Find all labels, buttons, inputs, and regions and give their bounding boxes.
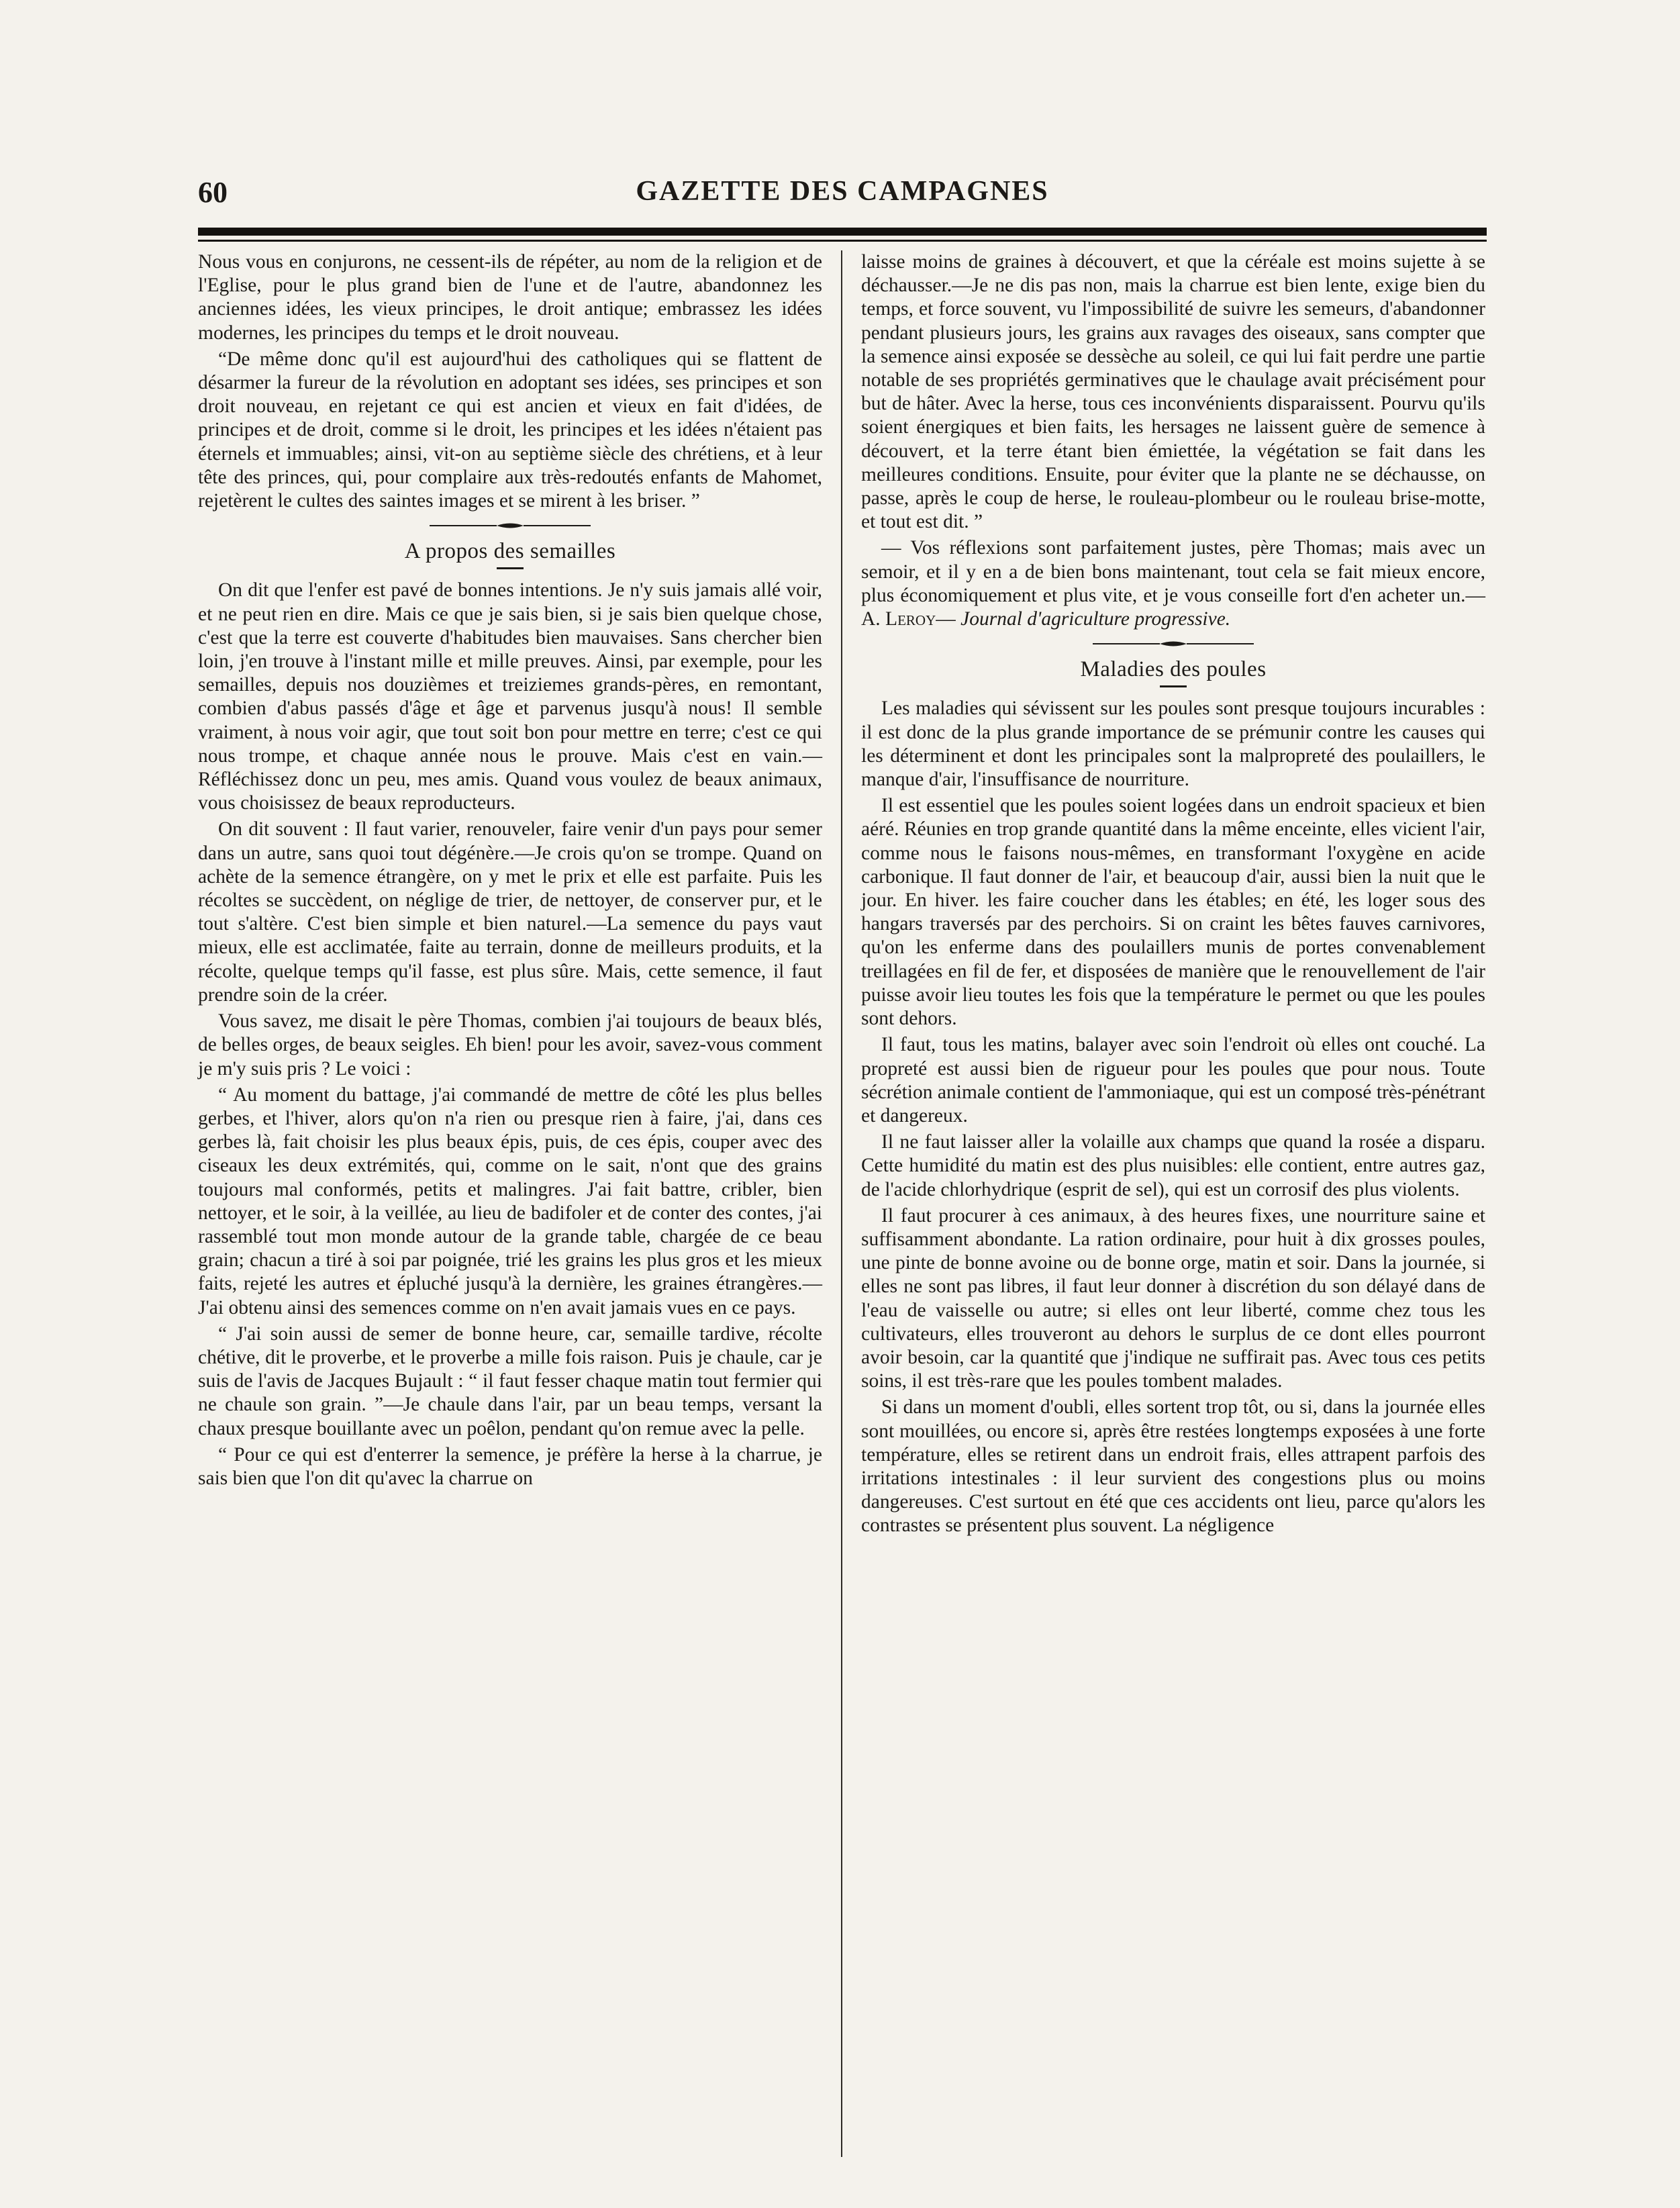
signature-paragraph (861, 536, 1485, 631)
poules-paragraph: Il faut, tous les matins, balayer avec soin l'endroit où elles ont couché. La propreté est aussi bien de rigueur pour les poules que pour nous. Toute sécrétion animale contient de l'ammoniaque, qui est un composé très-pénétrant et dangereux. (861, 1034, 1485, 1126)
newspaper-page (198, 171, 1487, 2158)
title-dash (1160, 685, 1187, 687)
title-dash (497, 567, 524, 569)
semailles-paragraph: “ J'ai soin aussi de semer de bonne heure, car, semaille tardive, récolte chétive, dit le proverbe, et le proverbe a mille fois raison. Puis je chaule, car je suis de l'avis de Jacques Bujault : “ il faut fesser chaque matin tout fermier qui ne chaule son grain. ”—Je chaule dans l'air, par un beau temps, versant la chaux presque bouillante avec un poêlon, pendant qu'on remue avec la pelle. (198, 1323, 822, 1439)
semailles-paragraph: On dit que l'enfer est pavé de bonnes intentions. Je n'y suis jamais allé voir, et ne peut rien en dire. Mais ce que je sais bien, si je sais bien quelque chose, c'est que la terre est couverte d'habitudes bien mauvaises. Sans chercher bien loin, j'en trouve à l'instant mille et mille preuves. Ainsi, par exemple, pour les semailles, depuis nos douzièmes et treiziemes grands-pères, en remontant, combien d'abus passés d'âge et âge et parvenus jusqu'à nous! Il semble vraiment, à nous voir agir, que tout soit bon pour mettre en terre; c'est ce qui nous trompe, et chaque année nous le prouve. Mais c'est en vain.—Réfléchissez donc un peu, mes amis. Quand vous voulez de beaux animaux, vous choisissez de beaux reproducteurs. (198, 579, 822, 814)
page-number: 60 (198, 176, 228, 209)
poules-paragraph: Il ne faut laisser aller la volaille aux champs que quand la rosée a disparu. Cette humidité du matin est des plus nuisibles: elle contient, entre autres gaz, de l'acide chlorhydrique (esprit de sel), qui est un corrosif des plus violents. (861, 1131, 1485, 1200)
running-title: GAZETTE DES CAMPAGNES (636, 176, 1049, 207)
poules-paragraph: Il est essentiel que les poules soient logées dans un endroit spacieux et bien aéré. Réunies en trop grande quantité dans la même enceinte, elles vicient l'air, comme nous le faisons nous-mêmes, en transformant l'oxygène en acide carbonique. Il faut donner de l'air, et beaucoup d'air, aussi bien la nuit que le jour. En hiver. les faire coucher dans les étables; en été, les loger sous des hangars traversés par des perchoirs. Si on craint les bêtes fauves carnivores, qu'on les enferme dans des poulaillers munis de portes convenablement treillagées en fil de fer, et disposées de manière que le renouvellement de l'air puisse avoir lieu toutes les fois que la température le permet ou que les poules sont dehors. (861, 795, 1485, 1030)
header-rule-thick (198, 228, 1487, 236)
page-header (198, 171, 1487, 211)
section-title-poules: Maladies des poules (1080, 657, 1267, 682)
signature-dash: — (936, 608, 956, 630)
intro-paragraph: Nous vous en conjurons, ne cessent-ils de répéter, au nom de la religion et de l'Eglise, pour le plus grand bien de l'une et de l'autre, abandonnez les anciennes idées, les vieux principes, le droit antique; embrassez les idées modernes, les principes du temps et le droit nouveau. (198, 251, 822, 344)
semailles-paragraph: Vous savez, me disait le père Thomas, combien j'ai toujours de beaux blés, de belles orges, de beaux seigles. Eh bien! pour les avoir, savez-vous comment je m'y suis pris ? Le voici : (198, 1010, 822, 1079)
semailles-paragraph: “ Au moment du battage, j'ai commandé de mettre de côté les plus belles gerbes, et l'hiver, alors qu'on n'a rien ou presque rien à faire, j'ai, dans ces gerbes là, fait choisir les plus beaux épis, puis, de ces épis, couper avec des ciseaux les deux extrémités, qui, comme on le sait, n'ont que des grains toujours mal conformés, petits et malingres. J'ai fait battre, cribler, bien nettoyer, et le soir, à la veillée, au lieu de badifoler et de conter des contes, j'ai rassemblé tout mon monde autour de la grande table, chargée de ce beau grain; chacun a tiré à soi par poignée, trié les grains les plus gros et les mieux faits, rejeté les autres et épluché jusqu'à la dernière, les graines étrangères.—J'ai obtenu ainsi des semences comme on n'en avait jamais vues en ce pays. (198, 1084, 822, 1318)
column-divider (841, 250, 842, 2157)
poules-paragraph: Si dans un moment d'oubli, elles sortent trop tôt, ou si, dans la journée elles sont mouillées, ou encore si, après être restées longtemps exposées à une forte température, elles se retirent dans un endroit frais, elles attrapent parfois des irritations intestinales : il leur survient des congestions plus ou moins dangereuses. C'est surtout en été que ces accidents ont lieu, parce qu'alors les contrastes se présentent plus souvent. La négligence (861, 1396, 1485, 1537)
left-column (198, 250, 822, 1493)
section-title-semailles: A propos des semailles (404, 539, 616, 564)
intro-paragraph: “De même donc qu'il est aujourd'hui des catholiques qui se flattent de désarmer la fureur de la révolution en adoptant ses idées, ses principes et son droit nouveau, en rejetant ce qui est ancien et vieux en fait d'idées, de principes et de droit, comme si le droit, les principes et les idées n'étaient pas éternels et immuables; ainsi, vit-on au septième siècle des chrétiens, et à leur tête des princes, qui, pour complaire aux très-redoutés enfants de Mahomet, rejetèrent le cultes des saintes images et se mirent à les briser. ” (198, 348, 822, 512)
continued-paragraph-text: — Vos réflexions sont parfaitement justes, père Thomas; mais avec un semoir, et il y en a de bien bons maintenant, tout cela se fait mieux encore, plus économiquement et plus vite, et je vous conseille fort d'en acheter un.— (861, 537, 1485, 606)
poules-paragraph: Il faut procurer à ces animaux, à des heures fixes, une nourriture saine et suffisamment abondante. La ration ordinaire, pour huit à dix grosses poules, une pinte de bonne avoine ou de bonne orge, matin et soir. Dans la journée, si elles ne sont pas libres, il faut leur donner à discrétion du son délayé dans de l'eau de vaisselle ou autre; si elles ont leur liberté, comme chez tous les cultivateurs, elles trouveront au dehors le surplus de ce dont elles pourront avoir besoin, car la quantité que j'indique ne suffirait pas. Avec tous ces petits soins, il est très-rare que les poules tombent malades. (861, 1204, 1485, 1392)
semailles-paragraph: On dit souvent : Il faut varier, renouveler, faire venir d'un pays pour semer dans un autre, sans quoi tout dégénère.—Je crois qu'on se trompe. Quand on achète de la semence étrangère, on y met le prix et elle est parfaite. Puis les récoltes se succèdent, on néglige de trier, de nettoyer, de conserver pur, et le tout s'altère. C'est bien simple et bien naturel.—La semence du pays vaut mieux, elle est acclimatée, faite au terrain, donne de meilleurs produits, et la récolte, quelque temps qu'il fasse, est plus sûre. Mais, cette semence, il faut prendre soin de la créer. (198, 818, 822, 1006)
section-separator-ornament (1093, 639, 1254, 649)
signature-author: A. Leroy (861, 608, 936, 630)
semailles-paragraph: “ Pour ce qui est d'enterrer la semence, je préfère la herse à la charrue, je sais bien que l'on dit qu'avec la charrue on (198, 1443, 822, 1489)
right-column (861, 250, 1485, 1541)
poules-paragraph: Les maladies qui sévissent sur les poules sont presque toujours incurables : il est donc de la plus grande importance de se prémunir contre les causes qui les déterminent et dont les principales sont la malpropreté des poulaillers, le manque d'air, l'insuffisance de nourriture. (861, 698, 1485, 791)
signature-source: Journal d'agriculture progressive. (960, 608, 1231, 630)
header-rule-thin (198, 240, 1487, 242)
continued-paragraph: laisse moins de graines à découvert, et que la céréale est moins sujette à se déchausser.—Je ne dis pas non, mais la charrue est bien lente, exige bien du temps, et force souvent, vu l'impossibilité de suivre les semeurs, d'abandonner pendant plusieurs jours, les grains aux ravages des oiseaux, sans compter que la semence ainsi exposée se dessèche au soleil, ce qui lui fait perdre une partie notable de ses propriétés germinatives que le chaulage avait précisément pour but de hâter. Avec la herse, tous ces inconvénients disparaissent. Pourvu qu'ils soient énergiques et bien faits, les hersages ne laissent guère de semence à découvert, et la terre étant bien émiettée, la végétation se fait dans les meilleures conditions. Ensuite, pour éviter que la plante ne se déchausse, on passe, après le coup de herse, le rouleau-plombeur ou le rouleau brise-motte, et tout est dit. ” (861, 251, 1485, 533)
section-separator-ornament (430, 521, 591, 530)
